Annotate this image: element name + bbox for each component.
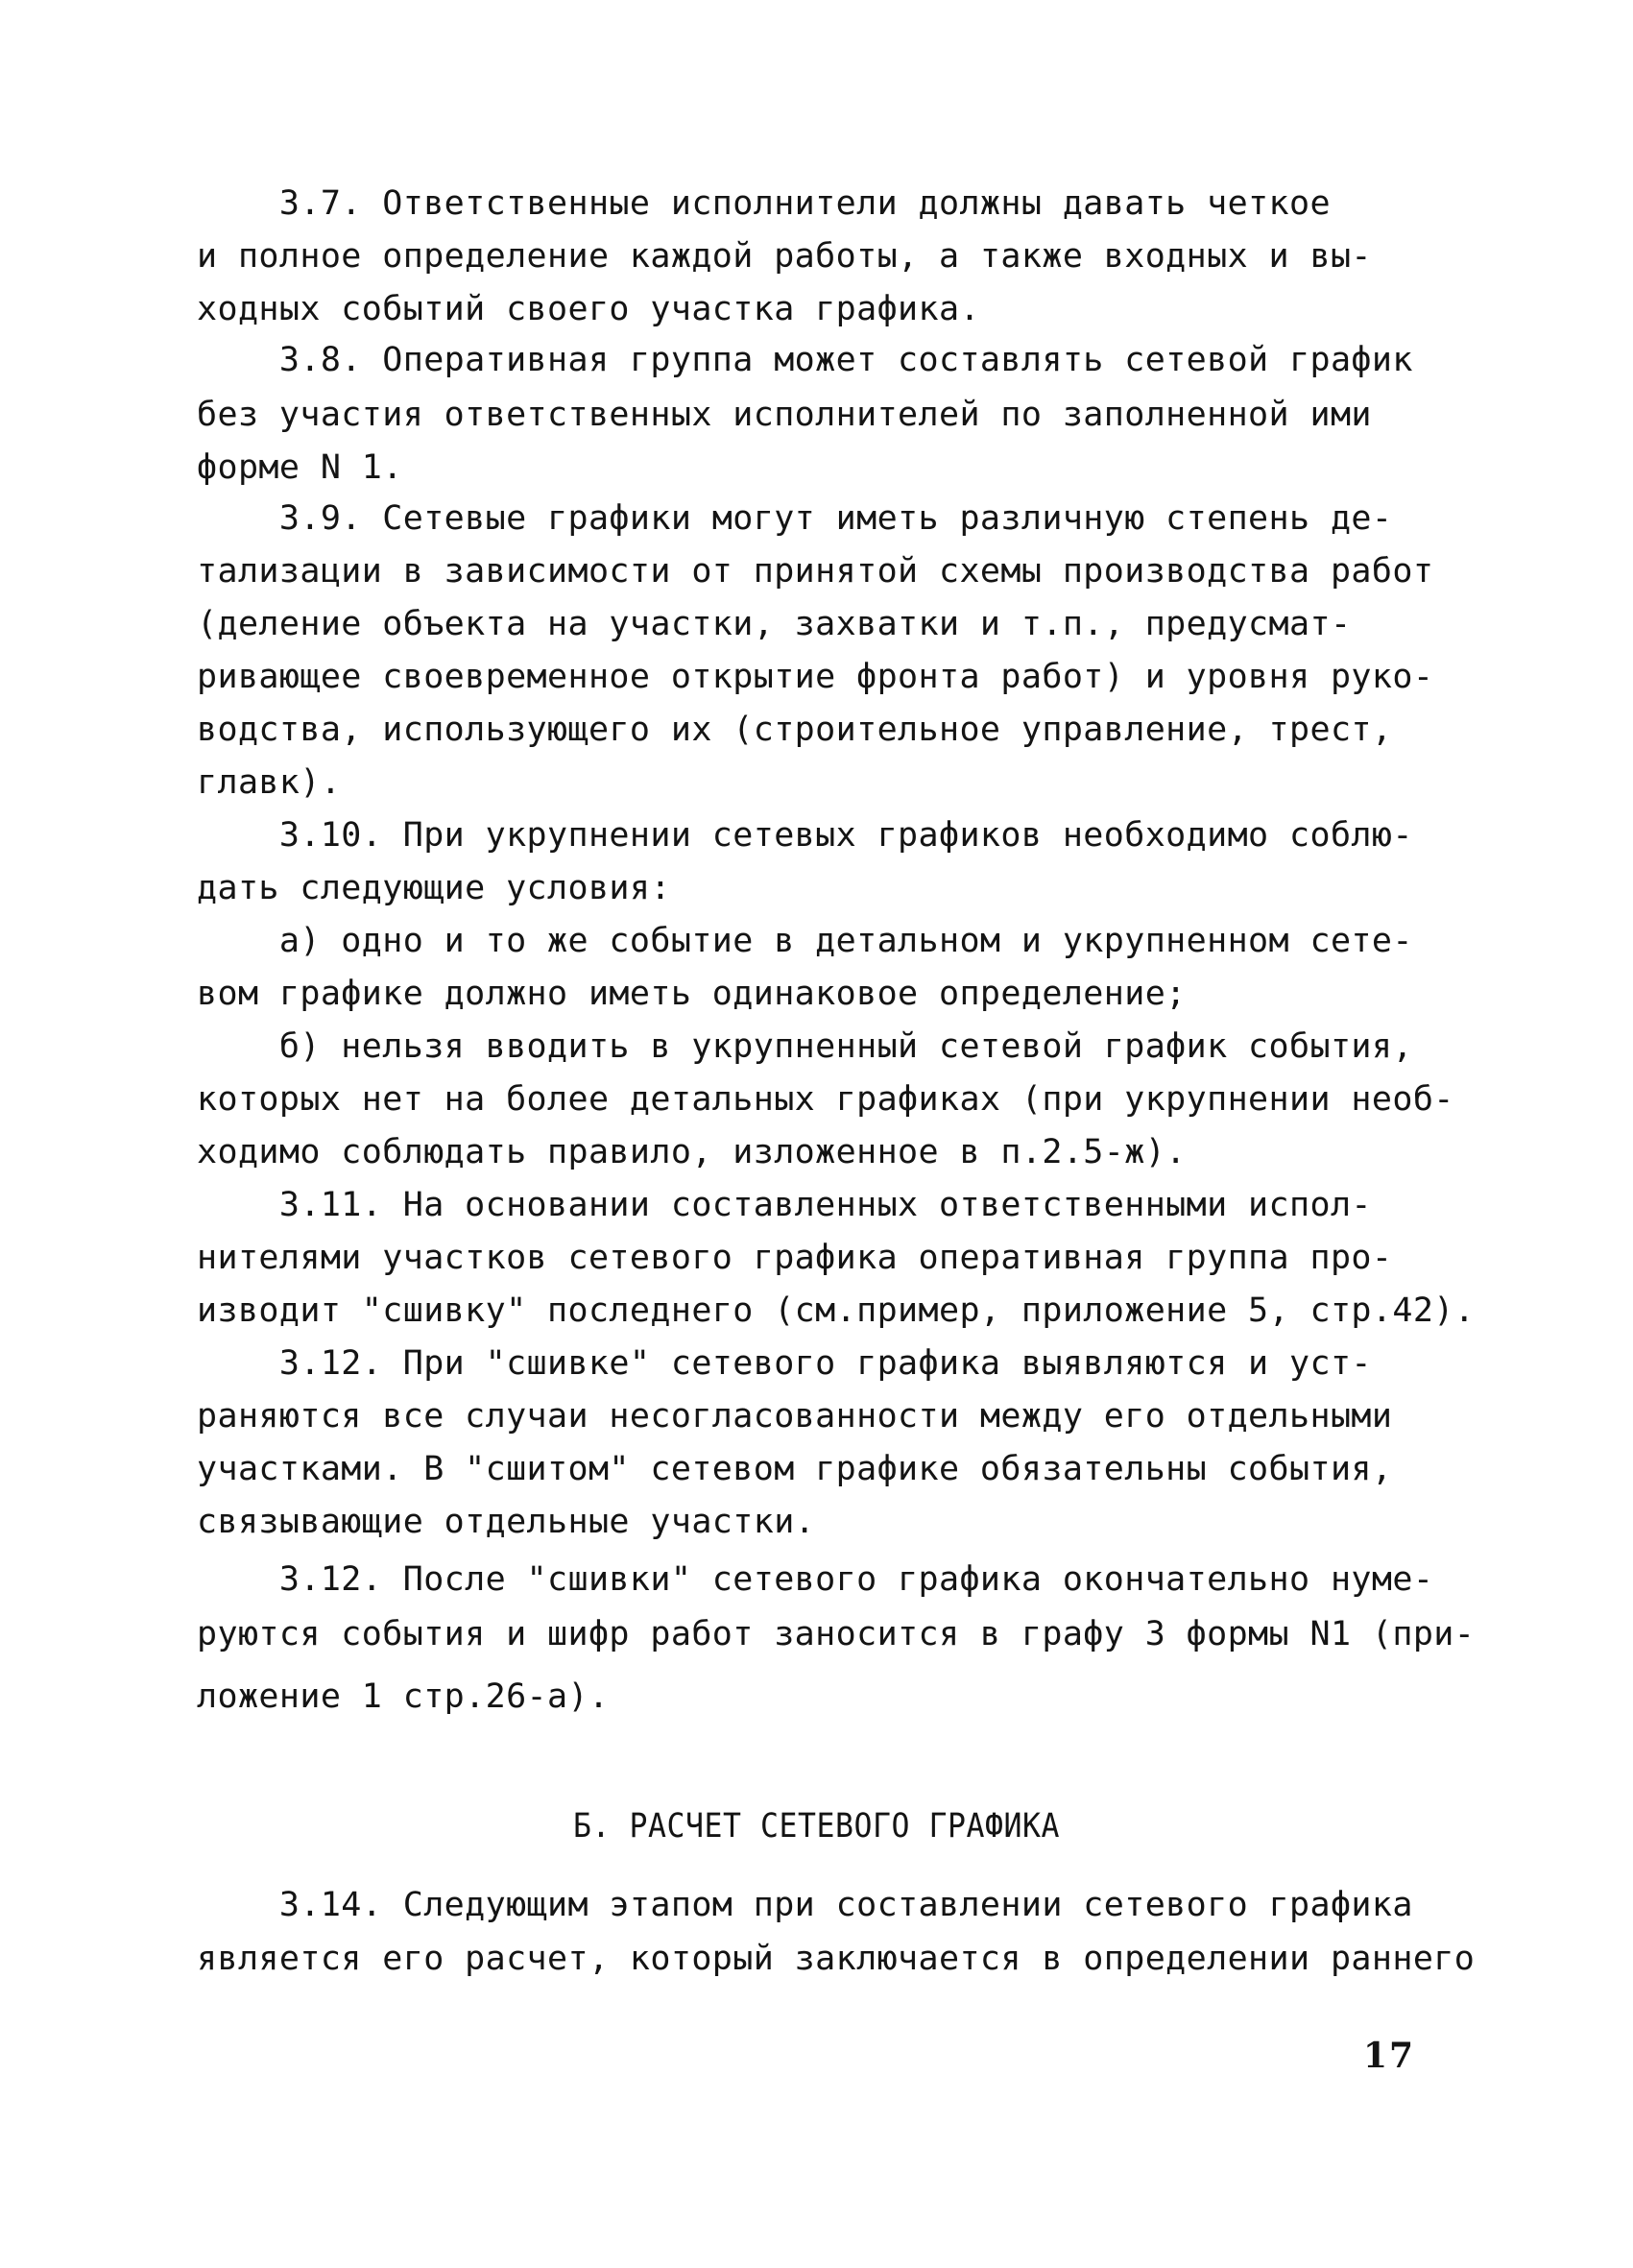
section-heading: Б. РАСЧЕТ СЕТЕВОГО ГРАФИКА [572, 1807, 1061, 1846]
text-line: и полное определение каждой работы, а также входных и вы- [197, 237, 1372, 276]
text-line: является его расчет, который заключается в определении раннего [197, 1940, 1476, 1978]
text-line: 3.7. Ответственные исполнители должны давать четкое [197, 184, 1331, 223]
text-line: руются события и шифр работ заносится в графу 3 формы N1 (при- [197, 1615, 1476, 1653]
text-line: 3.8. Оперативная группа может составлять сетевой график [197, 341, 1413, 379]
text-line: участками. В "сшитом" сетевом графике обязательны события, [197, 1450, 1393, 1488]
text-line: 3.14. Следующим этапом при составлении сетевого графика [197, 1886, 1413, 1924]
text-line: ривающее своевременное открытие фронта работ) и уровня руко- [197, 658, 1434, 696]
text-line: б) нельзя вводить в укрупненный сетевой график события, [197, 1027, 1413, 1066]
text-line: (деление объекта на участки, захватки и т.п., предусмат- [197, 605, 1352, 643]
text-line: вом графике должно иметь одинаковое определение; [197, 975, 1187, 1013]
text-line: а) одно и то же событие в детальном и укрупненном сете- [197, 922, 1413, 960]
text-line: форме N 1. [197, 448, 403, 487]
text-line: нителями участков сетевого графика оперативная группа про- [197, 1239, 1393, 1277]
text-line: главк). [197, 763, 342, 802]
page-number: 17 [1363, 2036, 1416, 2076]
text-line: тализации в зависимости от принятой схемы производства работ [197, 552, 1434, 591]
text-line: водства, использующего их (строительное управление, трест, [197, 711, 1393, 749]
text-line: изводит "сшивку" последнего (см.пример, приложение 5, стр.42). [197, 1291, 1476, 1330]
text-line: 3.11. На основании составленных ответственными испол- [197, 1186, 1372, 1224]
text-line: 3.12. После "сшивки" сетевого графика окончательно нуме- [197, 1560, 1434, 1599]
text-line: дать следующие условия: [197, 869, 671, 907]
text-line: 3.12. При "сшивке" сетевого графика выявляются и уст- [197, 1344, 1372, 1383]
text-line: без участия ответственных исполнителей по заполненной ими [197, 396, 1372, 434]
text-line: раняются все случаи несогласованности между его отдельными [197, 1397, 1393, 1436]
text-line: ложение 1 стр.26-а). [197, 1677, 610, 1716]
text-line: 3.9. Сетевые графики могут иметь различную степень де- [197, 499, 1393, 538]
text-line: связывающие отдельные участки. [197, 1503, 816, 1541]
text-line: ходных событий своего участка графика. [197, 290, 980, 328]
text-line: ходимо соблюдать правило, изложенное в п.2.5-ж). [197, 1133, 1187, 1171]
text-line: 3.10. При укрупнении сетевых графиков необходимо соблю- [197, 816, 1413, 855]
text-line: которых нет на более детальных графиках (при укрупнении необ- [197, 1080, 1454, 1119]
